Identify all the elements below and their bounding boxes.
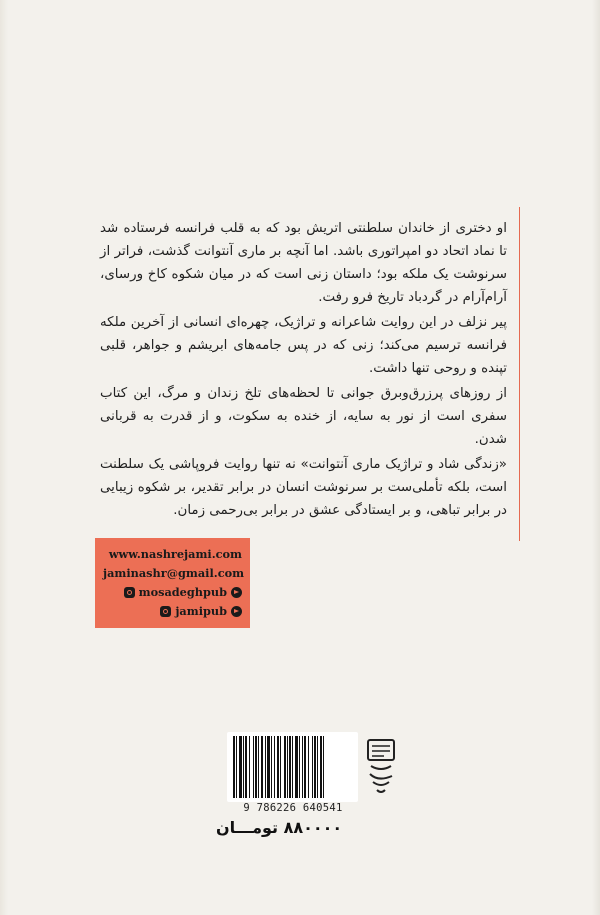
telegram-icon bbox=[231, 587, 242, 598]
blurb-paragraph-1: او دختری از خاندان سلطنتی اتریش بود که به قلب فرانسه فرستاده شد تا نماد اتحاد دو امپراتوری باشد. اما آنچه بر ماری آنتوانت گذشت، فراتر از سرنوشت یک ملکه بود؛ داستان زنی است که در میان شکوه کاخ ورسای، آرام‌آرام در گردباد تاریخ فرو رفت. bbox=[100, 221, 507, 305]
barcode-bar bbox=[289, 736, 291, 798]
isbn-number: 9 786226 640541 bbox=[243, 802, 343, 814]
barcode-bar bbox=[274, 736, 275, 798]
barcode-bar bbox=[239, 736, 242, 798]
barcode-bar bbox=[287, 736, 288, 798]
social-row-2[interactable] bbox=[103, 602, 242, 621]
barcode-bar bbox=[267, 736, 270, 798]
barcode-bar bbox=[277, 736, 279, 798]
website-link[interactable]: www.nashrejami.com bbox=[108, 547, 242, 561]
barcode-bar bbox=[261, 736, 263, 798]
social-handle-1: mosadeghpub bbox=[138, 585, 227, 599]
barcode-bar bbox=[280, 736, 281, 798]
social-row-1[interactable] bbox=[103, 583, 242, 602]
blurb-paragraph-2: پیر نزلف در این روایت شاعرانه و تراژیک، چهره‌ای انسانی از آخرین ملکه فرانسه ترسیم می‌کند؛ زنی که در پس جامه‌های ابریشم و جواهر، قلبی تپنده و روحی تنها داشت. bbox=[100, 315, 507, 376]
barcode-bar bbox=[233, 736, 235, 798]
barcode bbox=[227, 732, 358, 802]
barcode-bar bbox=[302, 736, 303, 798]
barcode-bar bbox=[245, 736, 247, 798]
barcode-bar bbox=[243, 736, 244, 798]
barcode-bar bbox=[308, 736, 309, 798]
barcode-bar bbox=[253, 736, 254, 798]
barcode-bar bbox=[295, 736, 298, 798]
blurb-text bbox=[92, 207, 520, 541]
telegram-icon bbox=[231, 606, 242, 617]
barcode-bar bbox=[255, 736, 257, 798]
blurb-paragraph-4: «زندگی شاد و تراژیک ماری آنتوانت» نه تنها روایت فروپاشی یک سلطنت است، بلکه تأملی‌ست بر سرنوشت انسان در برابر تقدیر، بر شکوه زیبایی در برابر تباهی، و بر ایستادگی عشق در برابر بی‌رحمی زمان. bbox=[100, 457, 507, 518]
barcode-area bbox=[213, 732, 401, 814]
instagram-icon bbox=[124, 587, 135, 598]
barcode-bar bbox=[236, 736, 237, 798]
blurb-paragraph-3: از روزهای پرزرق‌وبرق جوانی تا لحظه‌های تلخ زندان و مرگ، این کتاب سفری است از نور به سایه، از خنده به سکوت، و از قدرت به قربانی شدن. bbox=[100, 386, 507, 447]
barcode-bar bbox=[292, 736, 293, 798]
social-handle-2: jamipub bbox=[175, 604, 227, 618]
publisher-logo-icon bbox=[363, 736, 399, 802]
email-link[interactable]: jaminashr@gmail.com bbox=[103, 566, 245, 580]
barcode-bar bbox=[284, 736, 286, 798]
barcode-bar bbox=[304, 736, 306, 798]
barcode-bar bbox=[299, 736, 300, 798]
barcode-bar bbox=[312, 736, 313, 798]
barcode-bar bbox=[314, 736, 316, 798]
barcode-bar bbox=[317, 736, 318, 798]
barcode-bar bbox=[265, 736, 266, 798]
barcode-bar bbox=[271, 736, 272, 798]
instagram-icon bbox=[160, 606, 171, 617]
barcode-bar bbox=[258, 736, 259, 798]
price: ۸۸۰۰۰۰ تومـــان bbox=[216, 818, 343, 837]
barcode-bar bbox=[320, 736, 322, 798]
barcode-bar bbox=[323, 736, 324, 798]
contact-box bbox=[95, 538, 250, 628]
barcode-bar bbox=[249, 736, 250, 798]
